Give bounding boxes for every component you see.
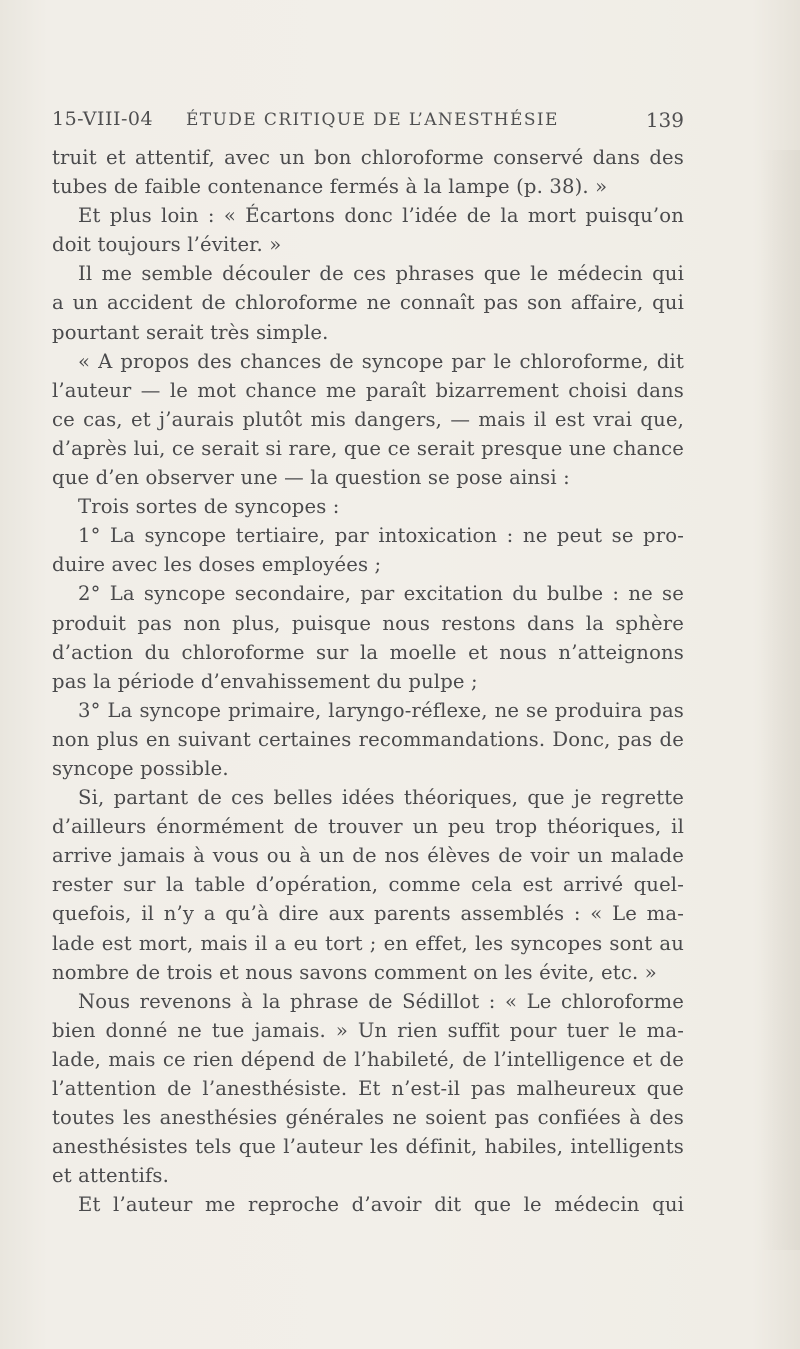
- text-line: pourtant serait très simple.: [52, 320, 329, 344]
- text-line: bien donné ne tue jamais. » Un rien suffit pour tuer le ma-: [52, 1018, 684, 1042]
- text-line: Il me semble découler de ces phrases que le médecin qui: [78, 262, 684, 286]
- text-line: produit pas non plus, puisque nous restons dans la sphère: [52, 611, 684, 635]
- text-line: syncope possible.: [52, 756, 229, 780]
- text-line: « A propos des chances de syncope par le chloroforme, dit: [78, 349, 684, 373]
- text-line: d’après lui, ce serait si rare, que ce serait presque une chance: [52, 436, 684, 460]
- text-line: Et l’auteur me reproche d’avoir dit que le médecin qui: [78, 1193, 684, 1217]
- text-line: nombre de trois et nous savons comment on les évite, etc. »: [52, 960, 657, 984]
- text-line: Trois sortes de syncopes :: [78, 495, 340, 519]
- running-header: [52, 108, 684, 138]
- text-line: duire avec les doses employées ;: [52, 553, 382, 577]
- text-line: anesthésistes tels que l’auteur les définit, habiles, intelligents: [52, 1135, 684, 1159]
- page-number: 139: [645, 108, 684, 132]
- text-line: 3° La syncope primaire, laryngo-réflexe, ne se produira pas: [78, 698, 684, 722]
- text-line: rester sur la table d’opération, comme cela est arrivé quel-: [52, 873, 684, 897]
- page-edge-shadow: [760, 150, 800, 1250]
- text-line: tubes de faible contenance fermés à la lampe (p. 38). »: [52, 175, 608, 199]
- text-line: arrive jamais à vous ou à un de nos élèves de voir un malade: [52, 844, 684, 868]
- text-line: lade est mort, mais il a eu tort ; en effet, les syncopes sont au: [52, 931, 684, 955]
- text-line: truit et attentif, avec un bon chloroforme conservé dans des: [52, 146, 684, 169]
- header-title: ÉTUDE CRITIQUE DE L’ANESTHÉSIE: [186, 110, 559, 130]
- text-line: Nous revenons à la phrase de Sédillot : « Le chloroforme: [78, 989, 684, 1013]
- text-line: Si, partant de ces belles idées théoriques, que je regrette: [78, 786, 684, 810]
- text-line: ce cas, et j’aurais plutôt mis dangers, — mais il est vrai que,: [52, 407, 684, 431]
- text-line: lade, mais ce rien dépend de l’habileté, de l’intelligence et de: [52, 1047, 684, 1071]
- text-line: a un accident de chloroforme ne connaît pas son affaire, qui: [52, 291, 684, 315]
- body-text: [52, 143, 684, 1219]
- text-line: 2° La syncope secondaire, par excitation du bulbe : ne se: [78, 582, 684, 606]
- text-line: l’auteur — le mot chance me paraît bizarrement choisi dans: [52, 378, 684, 402]
- text-line: d’action du chloroforme sur la moelle et nous n’atteignons: [52, 640, 684, 664]
- header-date: 15-VIII-04: [52, 108, 154, 130]
- text-line: que d’en observer une — la question se pose ainsi :: [52, 466, 570, 490]
- text-line: Et plus loin : « Écartons donc l’idée de la mort puisqu’on: [78, 204, 684, 228]
- text-line: non plus en suivant certaines recommandations. Donc, pas de: [52, 727, 684, 751]
- text-line: d’ailleurs énormément de trouver un peu trop théoriques, il: [52, 815, 684, 839]
- text-line: quefois, il n’y a qu’à dire aux parents assemblés : « Le ma-: [52, 902, 684, 926]
- text-line: 1° La syncope tertiaire, par intoxication : ne peut se pro-: [78, 524, 684, 548]
- text-line: et attentifs.: [52, 1164, 169, 1188]
- text-line: l’attention de l’anesthésiste. Et n’est-il pas malheureux que: [52, 1077, 684, 1100]
- text-line: pas la période d’envahissement du pulpe ;: [52, 669, 478, 693]
- text-line: doit toujours l’éviter. »: [52, 233, 282, 257]
- text-line: toutes les anesthésies générales ne soient pas confiées à des: [52, 1106, 684, 1130]
